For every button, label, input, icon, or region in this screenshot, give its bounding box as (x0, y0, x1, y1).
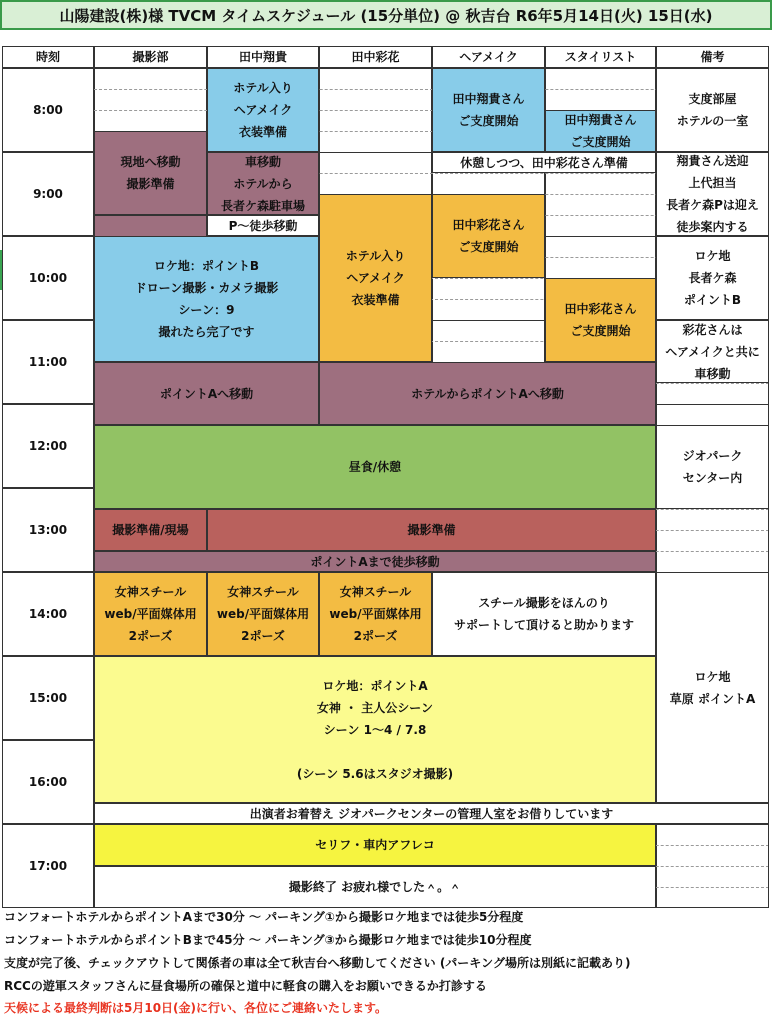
remark-ayaka-car: 彩花さんは ヘアメイクと共に 車移動 (656, 320, 769, 383)
block-afreco: セリフ・車内アフレコ (94, 824, 656, 866)
block-hair-ayaka: 田中彩花さん ご支度開始 (432, 194, 545, 278)
page-title: 山陽建設(株)様 TVCM タイムスケジュール (15分単位) @ 秋吉台 R6年5月14日(火) 15日(水) (0, 0, 772, 30)
time-slot: 8:00 (2, 68, 94, 152)
col-header-ayaka: 田中彩花 (319, 46, 432, 68)
time-slot: 16:00 (2, 740, 94, 824)
block-move-to-a: ポイントAへ移動 (94, 362, 319, 425)
block-stylist-shoki: 田中翔貴さん ご支度開始 (545, 110, 656, 152)
block-hair-shoki: 田中翔貴さん ご支度開始 (432, 68, 545, 152)
grid-frame (2, 46, 769, 908)
remark-dressing-room: 支度部屋 ホテルの一室 (656, 68, 769, 152)
block-rest-prepare: 休憩しつつ、田中彩花さん準備 (432, 152, 656, 173)
col-header-hairmake: ヘアメイク (432, 46, 545, 68)
remark-pickup: 翔貴さん送迎 上代担当 長者ケ森Pは迎え 徒歩案内する (656, 152, 769, 236)
col-header-shoki: 田中翔貴 (207, 46, 319, 68)
time-slot: 13:00 (2, 488, 94, 572)
time-slot: 9:00 (2, 152, 94, 236)
block-camera-move-prep: 現地へ移動 撮影準備 (94, 131, 207, 215)
remark-location-b: ロケ地 長者ケ森 ポイントB (656, 236, 769, 320)
block-still-2: 女神スチール web/平面媒体用 2ポーズ (207, 572, 319, 656)
col-header-stylist: スタイリスト (545, 46, 656, 68)
block-shoki-walk: P～徒歩移動 (207, 215, 319, 236)
note-line: コンフォートホテルからポイントAまで30分 ～ パーキング①から撮影ロケ地までは徒歩5分程度 (4, 910, 524, 924)
time-slot: 12:00 (2, 404, 94, 488)
block-shoki-hotel: ホテル入り ヘアメイク 衣装準備 (207, 68, 319, 152)
time-slot: 11:00 (2, 320, 94, 404)
time-slot: 15:00 (2, 656, 94, 740)
block-still-support: スチール撮影をほんのり サポートして頂けると助かります (432, 572, 656, 656)
block-ayaka-hotel: ホテル入り ヘアメイク 衣装準備 (319, 194, 432, 362)
note-line: 支度が完了後、チェックアウトして関係者の車は全て秋吉台へ移動してください (パーキング場所は別紙に記載あり) (4, 956, 631, 970)
block-main-scene: ロケ地：ポイントA 女神 ・ 主人公シーン シーン 1～4 / 7.8 (シーン 5.6はスタジオ撮影) (94, 656, 656, 803)
note-line: コンフォートホテルからポイントBまで45分 ～ パーキング③から撮影ロケ地までは徒歩10分程度 (4, 933, 532, 947)
remark-location-a: ロケ地 草原 ポイントA (656, 572, 769, 803)
block-prep: 撮影準備 (207, 509, 656, 551)
block-stylist-ayaka: 田中彩花さん ご支度開始 (545, 278, 656, 362)
block-drone-shoot: ロケ地：ポイントB ドローン撮影・カメラ撮影 シーン：9 撮れたら完了です (94, 236, 319, 362)
col-header-time: 時刻 (2, 46, 94, 68)
block-end: 撮影終了 お疲れ様でした＾。＾ (94, 866, 656, 908)
block-lunch: 昼食/休憩 (94, 425, 656, 509)
note-line: RCCの遊軍スタッフさんに昼食場所の確保と道中に軽食の購入をお願いできるか打診する (4, 979, 487, 993)
block-prep-site: 撮影準備/現場 (94, 509, 207, 551)
col-header-remarks: 備考 (656, 46, 769, 68)
block-shoki-car: 車移動 ホテルから 長者ケ森駐車場 (207, 152, 319, 215)
block-hotel-to-a: ホテルからポイントAへ移動 (319, 362, 656, 425)
remark-geopark: ジオパーク センター内 (656, 425, 769, 509)
block-still-1: 女神スチール web/平面媒体用 2ポーズ (94, 572, 207, 656)
time-slot: 14:00 (2, 572, 94, 656)
block-costume-change: 出演者お着替え ジオパークセンターの管理人室をお借りしています (94, 803, 769, 824)
col-header-camera: 撮影部 (94, 46, 207, 68)
block-still-3: 女神スチール web/平面媒体用 2ポーズ (319, 572, 432, 656)
time-slot: 17:00 (2, 824, 94, 908)
weather-warning: 天候による最終判断は5月10日(金)に行い、各位にご連絡いたします。 (4, 1001, 388, 1015)
block-walk-to-a: ポイントAまで徒歩移動 (94, 551, 656, 572)
time-slot: 10:00 (2, 236, 94, 320)
